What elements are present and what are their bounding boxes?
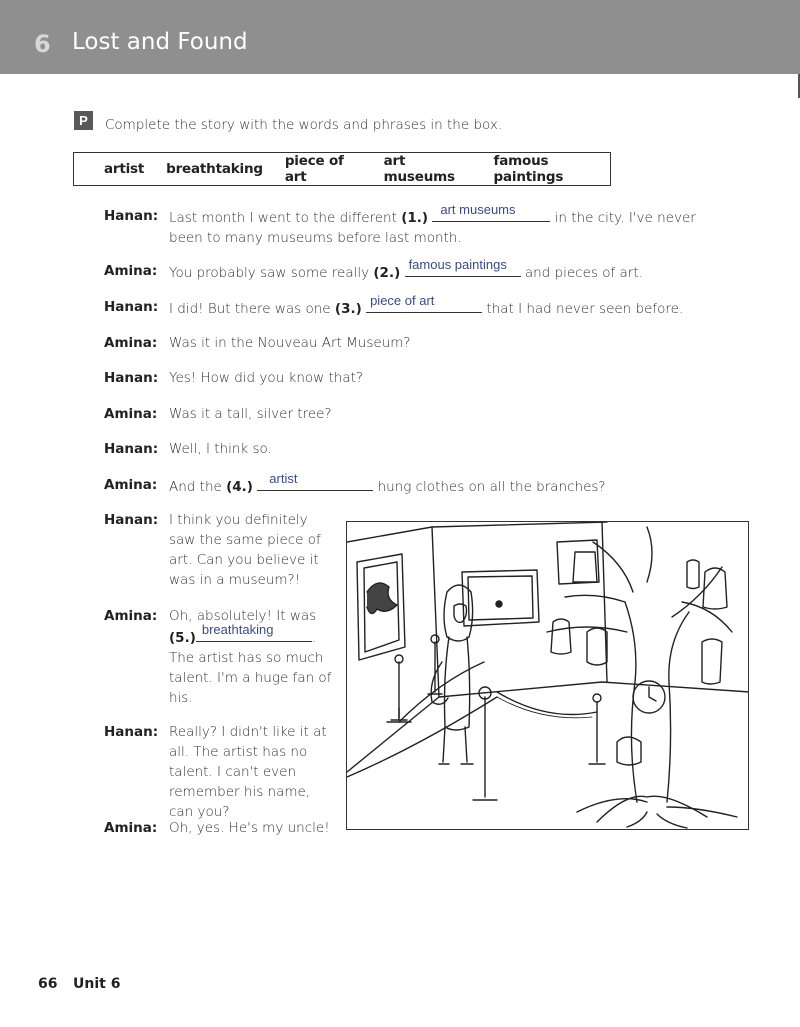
answer-blank[interactable] [196, 622, 312, 642]
answer-blank[interactable] [405, 257, 521, 277]
speaker-label: Amina: [104, 477, 158, 493]
museum-scene-drawing [347, 522, 749, 830]
speaker-label: Hanan: [104, 208, 159, 224]
dialogue-line: You probably saw some really (2.) famous paintings and pieces of art. [169, 257, 643, 281]
answer-text: piece of art [370, 293, 435, 308]
answer-text: breathtaking [201, 622, 274, 637]
dialogue-line: Was it in the Nouveau Art Museum? [169, 335, 411, 351]
exercise-instruction: Complete the story with the words and phrases in the box. [105, 117, 503, 133]
dialogue-line: I did! But there was one (3.) piece of art that I had never seen before. [169, 293, 684, 317]
dialogue-line: I think you definitely saw the same piece of art. Can you believe it was in a museum?! [169, 512, 321, 588]
blank-number: (1.) [401, 210, 429, 226]
word-box-item: piece of art [284, 153, 344, 185]
speaker-label: Hanan: [104, 299, 159, 315]
answer-blank[interactable] [432, 202, 550, 222]
word-box-item: art museums [383, 153, 455, 185]
dialogue-line: Well, I think so. [169, 441, 272, 457]
dialogue-line: Oh, yes. He's my uncle! [169, 820, 330, 836]
answer-text: famous paintings [408, 257, 507, 272]
speaker-label: Amina: [104, 335, 158, 351]
page-number: 66 [38, 976, 58, 992]
speaker-label: Hanan: [104, 441, 159, 457]
dialogue-line: Last month I went to the different (1.) art museums in the city. I've never been to many museums before last month. [169, 202, 696, 246]
speaker-label: Hanan: [104, 724, 159, 740]
exercise-badge: P [74, 111, 93, 130]
answer-text: art museums [440, 202, 516, 217]
page-title: Lost and Found [72, 29, 248, 55]
dialogue-line: Yes! How did you know that? [169, 370, 364, 386]
museum-illustration [346, 521, 749, 830]
speaker-label: Hanan: [104, 370, 159, 386]
hanging-clothes [551, 552, 727, 684]
word-box-item: famous paintings [493, 153, 564, 185]
dialogue-line: Was it a tall, silver tree? [169, 406, 332, 422]
wall-painting-right [557, 540, 599, 584]
unit-number: 6 [34, 30, 51, 58]
speaker-label: Amina: [104, 406, 158, 422]
word-box [73, 152, 611, 186]
unit-label: Unit 6 [73, 976, 121, 992]
answer-blank[interactable] [366, 293, 482, 313]
blank-number: (4.) [226, 479, 253, 495]
word-box-item: breathtaking [166, 161, 263, 177]
speaker-label: Amina: [104, 820, 158, 836]
answer-blank[interactable] [257, 471, 373, 491]
speaker-label: Amina: [104, 263, 158, 279]
blank-number: (2.) [373, 265, 401, 281]
dialogue-line: Really? I didn't like it at all. The artist has no talent. I can't even remember his name, can you? [169, 724, 327, 820]
dialogue-line: And the (4.) artist hung clothes on all the branches? [169, 471, 606, 495]
word-box-item: artist [104, 161, 145, 177]
clothes-tree-sculpture [547, 527, 737, 828]
speaker-label: Amina: [104, 608, 158, 624]
page-header [0, 0, 800, 74]
dialogue-line: Oh, absolutely! It was (5.) breathtaking . The artist has so much talent. I'm a huge fan of his. [169, 608, 332, 706]
speaker-label: Hanan: [104, 512, 159, 528]
blank-number: (3.) [334, 301, 362, 317]
blank-number: (5.) [169, 630, 196, 646]
answer-text: artist [269, 471, 298, 486]
